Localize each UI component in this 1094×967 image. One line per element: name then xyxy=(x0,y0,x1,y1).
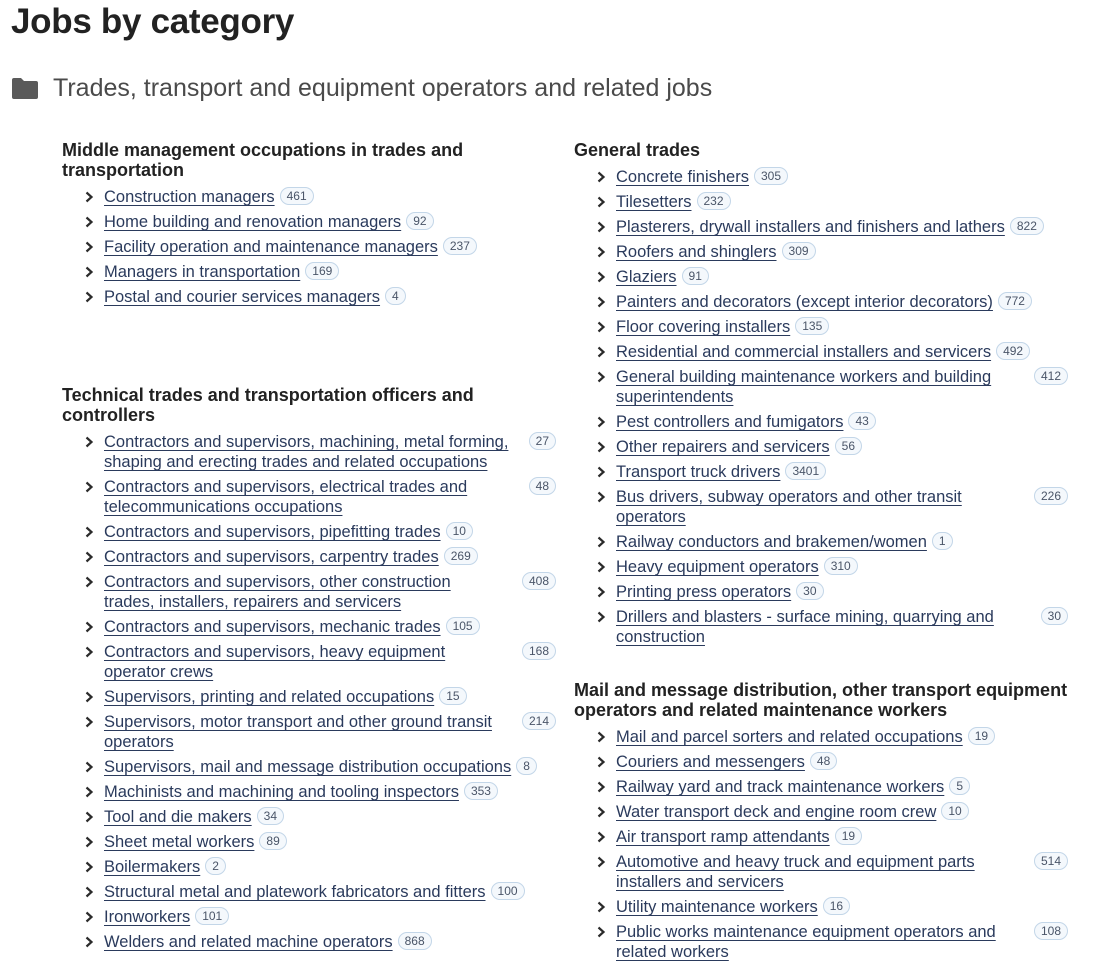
list-item xyxy=(574,317,1068,337)
list-item xyxy=(62,782,556,802)
job-link[interactable]: Managers in transportation xyxy=(104,263,301,281)
count-badge: 868 xyxy=(398,932,432,950)
chevron-right-icon xyxy=(83,861,95,873)
chevron-right-icon xyxy=(595,806,607,818)
chevron-right-icon xyxy=(595,321,607,333)
job-link[interactable]: Sheet metal workers xyxy=(104,833,255,851)
count-badge: 34 xyxy=(257,807,284,825)
list-item xyxy=(62,287,556,307)
count-badge: 91 xyxy=(682,267,709,285)
list-item xyxy=(574,897,1068,917)
chevron-right-icon xyxy=(83,526,95,538)
chevron-right-icon xyxy=(83,241,95,253)
count-badge: 105 xyxy=(446,617,480,635)
list-item xyxy=(574,342,1068,362)
job-link[interactable]: Pest controllers and fumigators xyxy=(616,413,844,431)
job-link[interactable]: Residential and commercial installers and servicers xyxy=(616,343,992,361)
chevron-right-icon xyxy=(595,346,607,358)
job-link[interactable]: Contractors and supervisors, carpentry trades xyxy=(104,548,439,566)
list-item xyxy=(62,212,556,232)
count-badge: 10 xyxy=(941,802,968,820)
job-link[interactable]: Contractors and supervisors, other construction trades, installers, repairers and servicers xyxy=(104,573,451,611)
job-link[interactable]: Boilermakers xyxy=(104,858,201,876)
list-item xyxy=(62,432,556,472)
count-badge: 15 xyxy=(439,687,466,705)
chevron-right-icon xyxy=(83,291,95,303)
group-technical-trades xyxy=(62,385,556,957)
list-item xyxy=(574,462,1068,482)
job-link[interactable]: Couriers and messengers xyxy=(616,753,805,771)
list-item xyxy=(574,242,1068,262)
group-title: Technical trades and transportation officers and controllers xyxy=(62,385,474,425)
chevron-right-icon xyxy=(595,196,607,208)
chevron-right-icon xyxy=(595,441,607,453)
count-badge: 461 xyxy=(280,187,314,205)
job-link[interactable]: Printing press operators xyxy=(616,583,792,601)
list-item xyxy=(62,477,556,517)
count-badge: 30 xyxy=(796,582,823,600)
list-item xyxy=(574,752,1068,772)
chevron-right-icon xyxy=(83,936,95,948)
list-item xyxy=(574,267,1068,287)
list-item xyxy=(62,237,556,257)
count-badge: 237 xyxy=(443,237,477,255)
count-badge: 772 xyxy=(998,292,1032,310)
job-link[interactable]: Supervisors, motor transport and other ground transit operators xyxy=(104,713,492,751)
count-badge: 492 xyxy=(996,342,1030,360)
list-item xyxy=(62,687,556,707)
chevron-right-icon xyxy=(83,481,95,493)
job-link[interactable]: Concrete finishers xyxy=(616,168,749,186)
job-link[interactable]: Other repairers and servicers xyxy=(616,438,830,456)
job-link[interactable]: Contractors and supervisors, mechanic trades xyxy=(104,618,441,636)
list-item xyxy=(62,712,556,752)
job-list xyxy=(62,187,556,307)
list-item xyxy=(62,882,556,902)
group-title: Mail and message distribution, other transport equipment operators and related maintenance workers xyxy=(574,680,1068,720)
count-badge: 2 xyxy=(205,857,226,875)
job-link[interactable]: Construction managers xyxy=(104,188,275,206)
group-title: Middle management occupations in trades and transportation xyxy=(62,140,464,180)
chevron-right-icon xyxy=(595,561,607,573)
job-link[interactable]: Utility maintenance workers xyxy=(616,898,818,916)
count-badge: 168 xyxy=(522,642,556,660)
count-badge: 92 xyxy=(406,212,433,230)
list-item xyxy=(574,192,1068,212)
list-item xyxy=(62,522,556,542)
job-link[interactable]: Glaziers xyxy=(616,268,677,286)
chevron-right-icon xyxy=(83,911,95,923)
job-link[interactable]: Water transport deck and engine room crew xyxy=(616,803,937,821)
chevron-right-icon xyxy=(595,901,607,913)
chevron-right-icon xyxy=(83,191,95,203)
list-item xyxy=(574,922,1068,962)
job-link[interactable]: Supervisors, printing and related occupations xyxy=(104,688,435,706)
list-item xyxy=(574,802,1068,822)
list-item xyxy=(574,217,1068,237)
list-item xyxy=(574,167,1068,187)
count-badge: 19 xyxy=(968,727,995,745)
chevron-right-icon xyxy=(83,691,95,703)
category-heading xyxy=(11,70,712,106)
category-title: Trades, transport and equipment operators and related jobs xyxy=(53,74,713,102)
job-link[interactable]: Floor covering installers xyxy=(616,318,791,336)
chevron-right-icon xyxy=(595,246,607,258)
chevron-right-icon xyxy=(83,886,95,898)
folder-icon xyxy=(11,76,39,100)
job-link[interactable]: Mail and parcel sorters and related occupations xyxy=(616,728,963,746)
count-badge: 8 xyxy=(516,757,537,775)
list-item xyxy=(574,532,1068,552)
chevron-right-icon xyxy=(595,271,607,283)
group-title: General trades xyxy=(574,140,701,160)
job-link[interactable]: Machinists and machining and tooling inspectors xyxy=(104,783,459,801)
list-item xyxy=(62,642,556,682)
chevron-right-icon xyxy=(595,926,607,938)
job-link[interactable]: Tilesetters xyxy=(616,193,692,211)
job-list xyxy=(62,432,556,952)
list-item xyxy=(62,187,556,207)
chevron-right-icon xyxy=(595,171,607,183)
chevron-right-icon xyxy=(83,761,95,773)
list-item xyxy=(62,907,556,927)
count-badge: 56 xyxy=(835,437,862,455)
chevron-right-icon xyxy=(83,621,95,633)
count-badge: 514 xyxy=(1034,852,1068,870)
job-link[interactable]: Roofers and shinglers xyxy=(616,243,777,261)
job-link[interactable]: Ironworkers xyxy=(104,908,191,926)
chevron-right-icon xyxy=(595,756,607,768)
count-badge: 310 xyxy=(824,557,858,575)
count-badge: 43 xyxy=(848,412,875,430)
chevron-right-icon xyxy=(83,786,95,798)
chevron-right-icon xyxy=(83,576,95,588)
list-item xyxy=(574,827,1068,847)
list-item xyxy=(62,262,556,282)
chevron-right-icon xyxy=(83,551,95,563)
count-badge: 100 xyxy=(491,882,525,900)
job-link[interactable]: Contractors and supervisors, heavy equipment operator crews xyxy=(104,643,446,681)
count-badge: 27 xyxy=(529,432,556,450)
chevron-right-icon xyxy=(595,856,607,868)
list-item xyxy=(574,557,1068,577)
job-link[interactable]: Heavy equipment operators xyxy=(616,558,819,576)
chevron-right-icon xyxy=(595,781,607,793)
list-item xyxy=(62,932,556,952)
count-badge: 48 xyxy=(810,752,837,770)
page-title: Jobs by category xyxy=(11,2,295,41)
list-item xyxy=(574,292,1068,312)
chevron-right-icon xyxy=(595,731,607,743)
chevron-right-icon xyxy=(595,536,607,548)
list-item xyxy=(574,852,1068,892)
job-link[interactable]: Painters and decorators (except interior decorators) xyxy=(616,293,993,311)
count-badge: 269 xyxy=(444,547,478,565)
count-badge: 412 xyxy=(1034,367,1068,385)
list-item xyxy=(574,437,1068,457)
chevron-right-icon xyxy=(83,836,95,848)
chevron-right-icon xyxy=(83,266,95,278)
list-item xyxy=(62,857,556,877)
list-item xyxy=(574,412,1068,432)
list-item xyxy=(574,607,1068,647)
job-link[interactable]: Postal and courier services managers xyxy=(104,288,381,306)
chevron-right-icon xyxy=(595,466,607,478)
job-link[interactable]: General building maintenance workers and building superintendents xyxy=(616,368,992,406)
chevron-right-icon xyxy=(83,646,95,658)
job-link[interactable]: Railway yard and track maintenance workers xyxy=(616,778,945,796)
chevron-right-icon xyxy=(83,716,95,728)
count-badge: 48 xyxy=(529,477,556,495)
list-item xyxy=(62,832,556,852)
count-badge: 1 xyxy=(932,532,953,550)
count-badge: 10 xyxy=(446,522,473,540)
count-badge: 408 xyxy=(522,572,556,590)
count-badge: 89 xyxy=(259,832,286,850)
job-link[interactable]: Public works maintenance equipment operators and related workers xyxy=(616,923,996,961)
count-badge: 5 xyxy=(949,777,970,795)
chevron-right-icon xyxy=(595,371,607,383)
count-badge: 19 xyxy=(835,827,862,845)
count-badge: 108 xyxy=(1034,922,1068,940)
count-badge: 30 xyxy=(1041,607,1068,625)
job-list xyxy=(574,727,1068,962)
list-item xyxy=(62,617,556,637)
job-list xyxy=(574,167,1068,647)
list-item xyxy=(574,367,1068,407)
chevron-right-icon xyxy=(595,416,607,428)
group-middle-management xyxy=(62,140,556,312)
count-badge: 214 xyxy=(522,712,556,730)
job-link[interactable]: Air transport ramp attendants xyxy=(616,828,830,846)
chevron-right-icon xyxy=(595,831,607,843)
count-badge: 232 xyxy=(697,192,731,210)
chevron-right-icon xyxy=(595,296,607,308)
job-link[interactable]: Supervisors, mail and message distribution occupations xyxy=(104,758,512,776)
list-item xyxy=(62,807,556,827)
list-item xyxy=(574,777,1068,797)
job-link[interactable]: Transport truck drivers xyxy=(616,463,781,481)
count-badge: 226 xyxy=(1034,487,1068,505)
count-badge: 309 xyxy=(782,242,816,260)
list-item xyxy=(62,572,556,612)
list-item xyxy=(62,757,556,777)
list-item xyxy=(574,727,1068,747)
job-link[interactable]: Facility operation and maintenance managers xyxy=(104,238,438,256)
chevron-right-icon xyxy=(595,491,607,503)
count-badge: 4 xyxy=(385,287,406,305)
count-badge: 305 xyxy=(754,167,788,185)
chevron-right-icon xyxy=(83,436,95,448)
count-badge: 3401 xyxy=(785,462,826,480)
list-item xyxy=(62,547,556,567)
chevron-right-icon xyxy=(595,586,607,598)
job-link[interactable]: Railway conductors and brakemen/women xyxy=(616,533,927,551)
list-item xyxy=(574,582,1068,602)
job-link[interactable]: Structural metal and platework fabricators and fitters xyxy=(104,883,486,901)
count-badge: 135 xyxy=(795,317,829,335)
group-mail-transport xyxy=(574,680,1068,967)
count-badge: 353 xyxy=(464,782,498,800)
job-link[interactable]: Contractors and supervisors, pipefitting trades xyxy=(104,523,441,541)
job-link[interactable]: Contractors and supervisors, machining, metal forming, shaping and erecting trades and related occupations xyxy=(104,433,509,471)
chevron-right-icon xyxy=(595,611,607,623)
count-badge: 16 xyxy=(823,897,850,915)
chevron-right-icon xyxy=(595,221,607,233)
count-badge: 101 xyxy=(195,907,229,925)
job-link[interactable]: Bus drivers, subway operators and other transit operators xyxy=(616,488,962,526)
count-badge: 822 xyxy=(1010,217,1044,235)
count-badge: 169 xyxy=(305,262,339,280)
job-link[interactable]: Automotive and heavy truck and equipment parts installers and servicers xyxy=(616,853,975,891)
job-link[interactable]: Drillers and blasters - surface mining, quarrying and construction xyxy=(616,608,994,646)
job-link[interactable]: Tool and die makers xyxy=(104,808,252,826)
group-general-trades xyxy=(574,140,1068,652)
chevron-right-icon xyxy=(83,216,95,228)
job-link[interactable]: Plasterers, drywall installers and finishers and lathers xyxy=(616,218,1005,236)
chevron-right-icon xyxy=(83,811,95,823)
job-link[interactable]: Home building and renovation managers xyxy=(104,213,402,231)
list-item xyxy=(574,487,1068,527)
job-link[interactable]: Welders and related machine operators xyxy=(104,933,393,951)
job-link[interactable]: Contractors and supervisors, electrical trades and telecommunications occupations xyxy=(104,478,468,516)
